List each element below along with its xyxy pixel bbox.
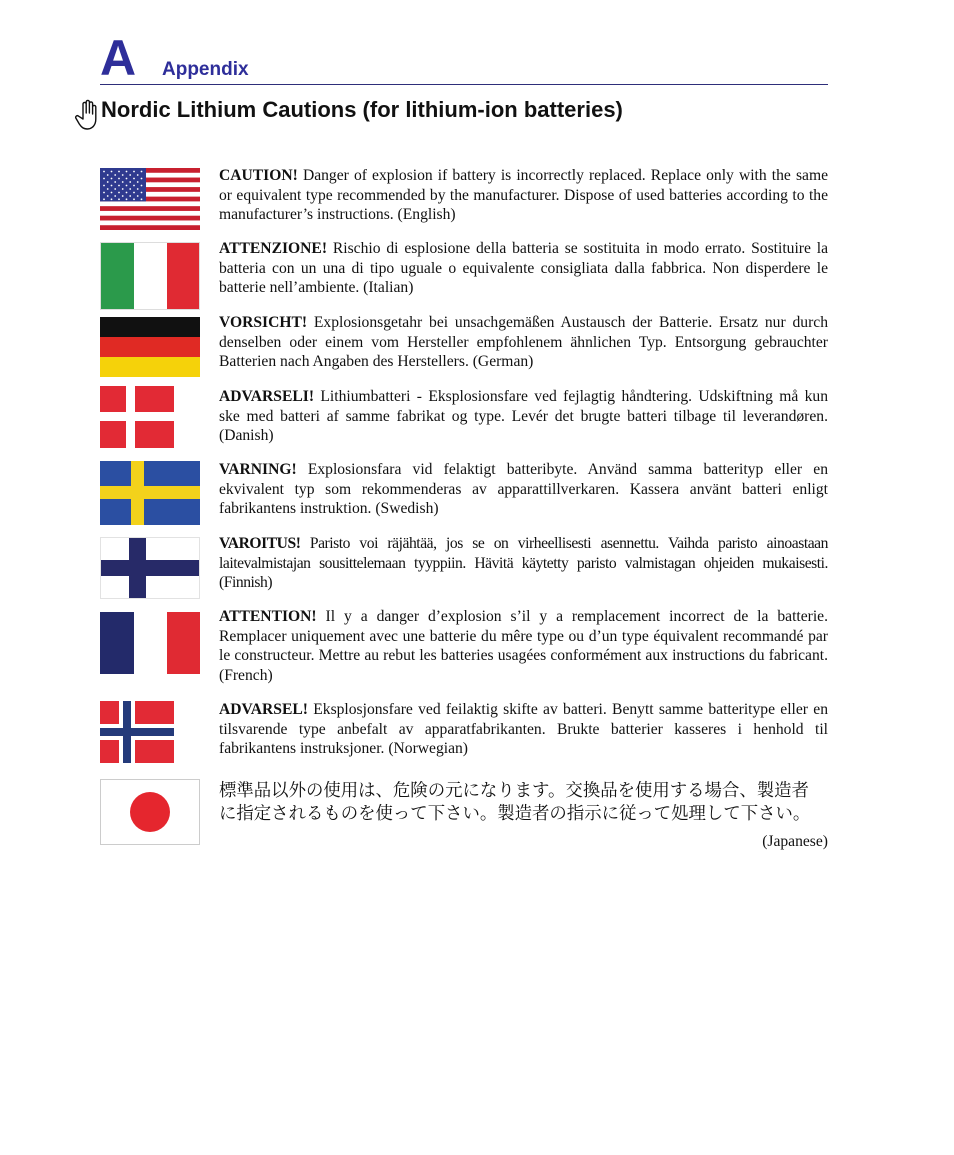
sweden-flag-icon	[100, 461, 200, 525]
caution-lead: VAROITUS!	[219, 535, 301, 552]
caution-norwegian	[219, 700, 828, 759]
caution-text: Danger of explosion if battery is incorrectly replaced. Replace only with the same or equivalent type recommended by the manufacturer. Dispose of used batteries according to the manufacturer’s instructions. (English)	[219, 167, 828, 223]
japan-flag-icon	[100, 779, 200, 845]
caution-text: Explosionsgetahr bei unsachgemäßen Austausch der Batterie. Ersatz nur durch denselben oder einem vom Hersteller empfohlenem ähnlichen Typ. Entsorgung gebrauchter Batterien nach Angaben des Herstellers. (German)	[219, 314, 828, 370]
denmark-flag-icon	[100, 386, 174, 448]
caution-lead: ADVARSEL!	[219, 701, 308, 718]
caution-swedish	[219, 460, 828, 519]
france-flag-icon	[100, 612, 200, 674]
caution-danish	[219, 387, 828, 446]
us-flag-icon	[100, 168, 200, 230]
page-header	[100, 30, 828, 86]
italy-flag-icon	[100, 242, 200, 310]
japanese-line-1: 標準品以外の使用は、危険の元になります。交換品を使用する場合、製造者	[219, 781, 809, 801]
caution-lead: ATTENZIONE!	[219, 240, 328, 257]
section-title: Nordic Lithium Cautions (for lithium-ion batteries)	[101, 97, 623, 122]
chapter-letter: A	[100, 30, 137, 86]
caution-lead: VARNING!	[219, 461, 297, 478]
caution-text: Paristo voi räjähtää, jos se on virheellisesti asennettu. Vaihda paristo ainoastaan laitevalmistajan sousittelemaan tyyppiin. Hävitä käytetty paristo valmistagan ohjeiden mukaisesti. (Finnish)	[219, 535, 828, 591]
caution-text: Il y a danger d’explosion s’il y a remplacement incorrect de la batterie. Remplacer uniquement avec une batterie du mêre type ou d’un type équivalent recommandé par le constructeur. Mettre au rebut les batteries usagées conformément aux instructions du fabricant. (French)	[219, 608, 828, 684]
caution-text: Rischio di esplosione della batteria se sostituita in modo errato. Sostituire la batteria con un una di tipo uguale o equivalente consigliata dalla fabbrica. Non disperdere le batterie nell’ambiente. (Italian)	[219, 240, 828, 296]
caution-lead: CAUTION!	[219, 167, 298, 184]
caution-japanese	[219, 780, 831, 826]
caution-german	[219, 313, 828, 372]
caution-lead: VORSICHT!	[219, 314, 308, 331]
japanese-language-label: (Japanese)	[762, 833, 828, 850]
caution-lead: ATTENTION!	[219, 608, 317, 625]
caution-text: Explosionsfara vid felaktigt batteribyte. Använd samma batterityp eller en ekvivalent typ som rekommenderas av apparattillverkaren. Kassera använt batteri enligt fabrikantens instruktion. (Swedish)	[219, 461, 828, 517]
caution-lead: ADVARSELI!	[219, 388, 315, 405]
norway-flag-icon	[100, 701, 174, 763]
caution-text: Lithiumbatteri - Eksplosionsfare ved fejlagtig håndtering. Udskiftning må kun ske med batteri af samme fabrikat og type. Levér det brugte batteri tilbage til leverandøren. (Danish)	[219, 388, 828, 444]
caution-english	[219, 166, 828, 225]
hand-icon	[74, 99, 100, 131]
caution-finnish	[219, 534, 828, 593]
germany-flag-icon	[100, 317, 200, 377]
caution-french	[219, 607, 828, 685]
japanese-line-2: に指定されるものを使って下さい。製造者の指示に従って処理して下さい。	[219, 804, 811, 824]
finland-flag-icon	[100, 537, 200, 599]
caution-italian	[219, 239, 828, 298]
chapter-title: Appendix	[162, 59, 249, 80]
caution-text: Eksplosjonsfare ved feilaktig skifte av batteri. Benytt samme batteritype eller en tilsvarende type anbefalt av apparatfabrikanten. Brukte batterier kasseres i henhold til fabrikantens instruksjoner. (Norwegian)	[219, 701, 828, 757]
